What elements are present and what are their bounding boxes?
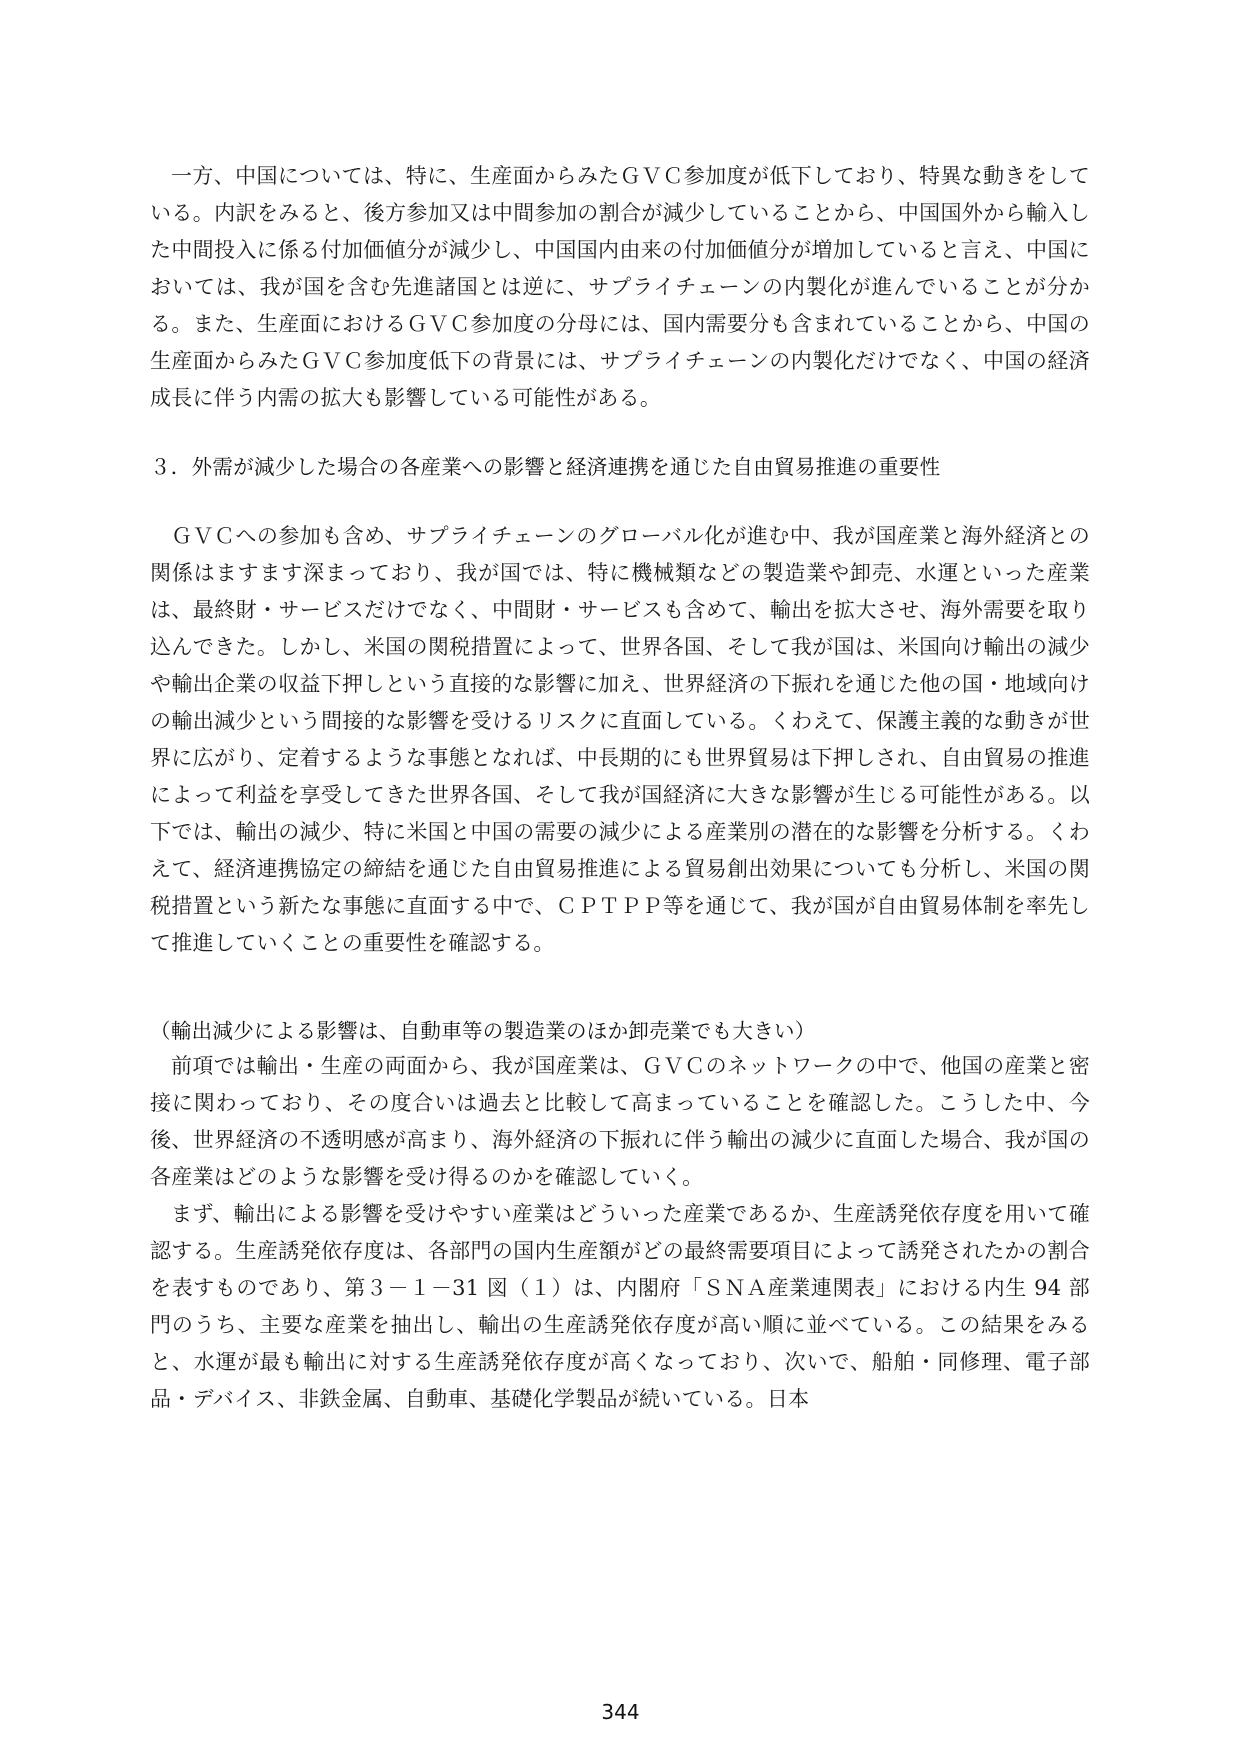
paragraph-previous-section-summary: 前項では輸出・生産の両面から、我が国産業は、ＧＶＣのネットワークの中で、他国の産業と密接に関わっており、その度合いは過去と比較して高まっていることを確認した。こうした中、今後、世界経済の不透明感が高まり、海外経済の下振れに伴う輸出の減少に直面した場合、我が国の各産業はどのような影響を受け得るのかを確認していく。	[150, 1054, 1090, 1189]
paragraph-china-gvc: 一方、中国については、特に、生産面からみたＧＶＣ参加度が低下しており、特異な動きをしている。内訳をみると、後方参加又は中間参加の割合が減少していることから、中国国外から輸入した中間投入に係る付加価値分が減少し、中国国内由来の付加価値分が増加していると言え、中国においては、我が国を含む先進諸国とは逆に、サプライチェーンの内製化が進んでいることが分かる。また、生産面におけるＧＶＣ参加度の分母には、国内需要分も含まれていることから、中国の生産面からみたＧＶＣ参加度低下の背景には、サプライチェーンの内製化だけでなく、中国の経済成長に伴う内需の拡大も影響している可能性がある。	[150, 164, 1090, 410]
subsection-heading-export-decline: （輸出減少による影響は、自動車等の製造業のほか卸売業でも大きい）	[150, 1019, 816, 1043]
page-number: 344	[601, 1700, 640, 1724]
paragraph-supply-chain-globalization: ＧＶＣへの参加も含め、サプライチェーンのグローバル化が進む中、我が国産業と海外経済との関係はますます深まっており、我が国では、特に機械類などの製造業や卸売、水運といった産業は、最終財・サービスだけでなく、中間財・サービスも含めて、輸出を拡大させ、海外需要を取り込んできた。しかし、米国の関税措置によって、世界各国、そして我が国は、米国向け輸出の減少や輸出企業の収益下押しという直接的な影響に加え、世界経済の下振れを通じた他の国・地域向けの輸出減少という間接的な影響を受けるリスクに直面している。くわえて、保護主義的な動きが世界に広がり、定着するような事態となれば、中長期的にも世界貿易は下押しされ、自由貿易の推進によって利益を享受してきた世界各国、そして我が国経済に大きな影響が生じる可能性がある。以下では、輸出の減少、特に米国と中国の需要の減少による産業別の潜在的な影響を分析する。くわえて、経済連携協定の締結を通じた自由貿易推進による貿易創出効果についても分析し、米国の関税措置という新たな事態に直面する中で、ＣＰＴＰＰ等を通じて、我が国が自由貿易体制を率先して推進していくことの重要性を確認する。	[150, 524, 1090, 955]
paragraph-production-inducement: まず、輸出による影響を受けやすい産業はどういった産業であるか、生産誘発依存度を用いて確認する。生産誘発依存度は、各部門の国内生産額がどの最終需要項目によって誘発されたかの割合を表すものであり、第３－１－31 図（１）は、内閣府「ＳＮＡ産業連関表」における内生 94 部門のうち、主要な産業を抽出し、輸出の生産誘発依存度が高い順に並べている。この結果をみると、水運が最も輸出に対する生産誘発依存度が高くなっており、次いで、船舶・同修理、電子部品・デバイス、非鉄金属、自動車、基礎化学製品が続いている。日本	[150, 1202, 1090, 1411]
section-heading-3: ３．外需が減少した場合の各産業への影響と経済連携を通じた自由貿易推進の重要性	[150, 455, 941, 479]
